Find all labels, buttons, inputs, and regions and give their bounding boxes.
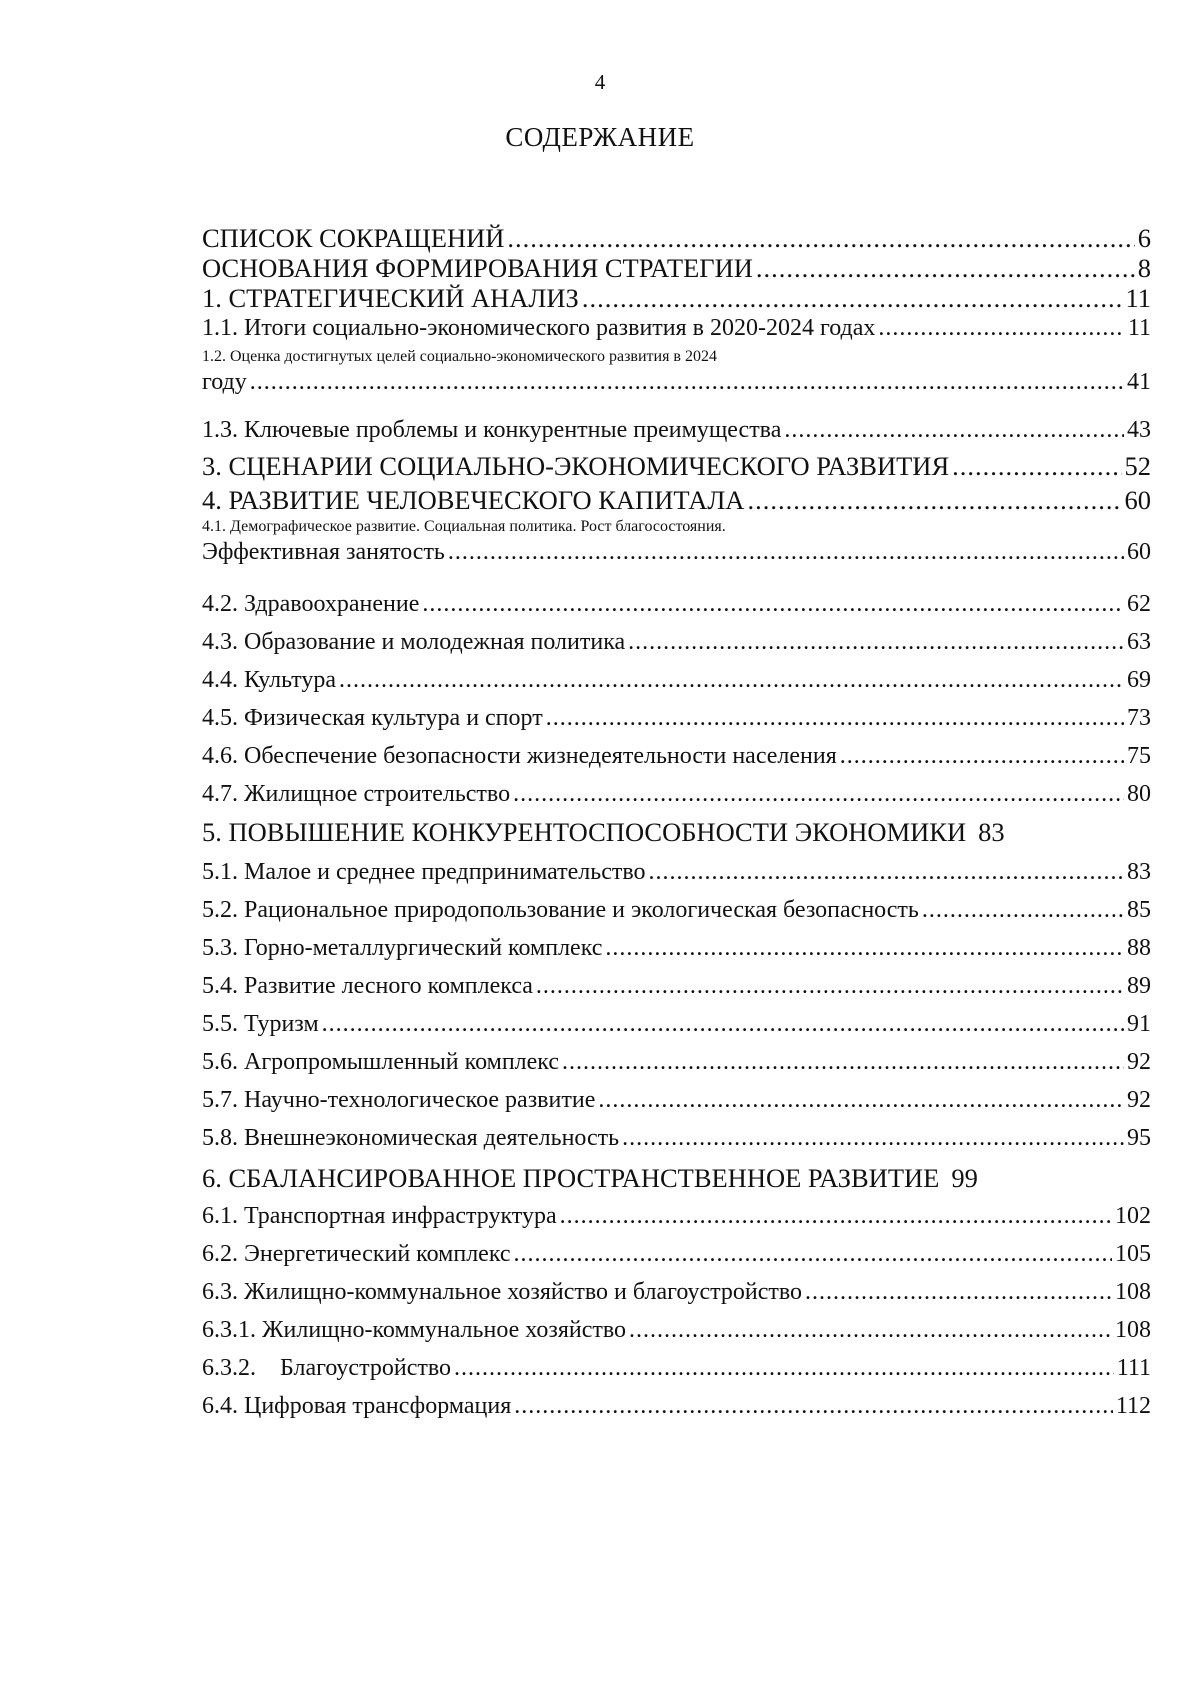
toc-entry-title: 5.1. Малое и среднее предпринимательство — [202, 859, 646, 885]
toc-entry-line — [202, 894, 1151, 927]
toc-entry-title: 1.3. Ключевые проблемы и конкурентные преимущества — [202, 417, 782, 443]
toc-entry — [202, 1390, 1151, 1423]
toc-entry — [202, 588, 1151, 621]
toc-entry-title: 5.8. Внешнеэкономическая деятельность — [202, 1125, 620, 1151]
toc-entry-line — [202, 450, 1151, 483]
toc-entry-page: 69 — [1127, 667, 1151, 693]
toc-entry-line — [202, 778, 1151, 811]
dot-leader — [560, 1200, 1112, 1233]
toc-entry — [202, 856, 1151, 889]
dot-leader — [536, 970, 1124, 1003]
dot-leader — [605, 932, 1124, 965]
dot-leader — [322, 1008, 1124, 1041]
dot-leader — [747, 484, 1121, 517]
toc-entry-title: 6.3. Жилищно-коммунальное хозяйство и благоустройство — [202, 1279, 803, 1305]
toc-entry-title: 4.5. Физическая культура и спорт — [202, 705, 543, 731]
toc-entry-title: 3. СЦЕНАРИИ СОЦИАЛЬНО-ЭКОНОМИЧЕСКОГО РАЗВИТИЯ — [202, 451, 950, 481]
dot-leader — [448, 536, 1124, 569]
dot-leader — [805, 1276, 1112, 1309]
toc-entry — [202, 1276, 1151, 1309]
toc-entry-page: 92 — [1127, 1087, 1151, 1113]
dot-leader — [339, 664, 1124, 697]
toc-entry-page: 80 — [1127, 781, 1151, 807]
toc-entry-page: 63 — [1127, 629, 1151, 655]
toc-entry-line — [202, 1084, 1151, 1117]
toc-entry-page: 52 — [1124, 451, 1151, 481]
toc-entry-line — [202, 1008, 1151, 1041]
toc-entry-title: 4.7. Жилищное строительство — [202, 781, 511, 807]
toc-entry-title: 4.2. Здравоохранение — [202, 591, 420, 617]
toc-entry-line — [202, 932, 1151, 965]
toc-entry-line — [202, 366, 1151, 399]
toc-entry — [202, 282, 1151, 315]
toc-entry-title: 4.6. Обеспечение безопасности жизнедеятельности населения — [202, 743, 837, 769]
toc-entry-title: 5.5. Туризм — [202, 1011, 319, 1037]
toc-entry-page: 91 — [1127, 1011, 1151, 1037]
toc-entry-title: 6.4. Цифровая трансформация — [202, 1393, 512, 1419]
toc-entry — [202, 414, 1151, 447]
toc-entry-line — [202, 1314, 1151, 1347]
toc-entry-page: 102 — [1115, 1203, 1151, 1229]
toc-entry-page: 105 — [1115, 1241, 1151, 1267]
dot-leader — [454, 1352, 1114, 1385]
toc-entry-title-line: 4.1. Демографическое развитие. Социальная политика. Рост благосостояния. — [202, 518, 726, 535]
toc-entry-title: 5.4. Развитие лесного комплекса — [202, 973, 533, 999]
toc-entry-page: 73 — [1127, 705, 1151, 731]
dot-leader — [756, 252, 1135, 285]
toc-entry — [202, 1008, 1151, 1041]
dot-leader — [952, 450, 1121, 483]
toc-entry-title: Эффективная занятость — [202, 539, 445, 565]
toc-entry-title: 6.2. Энергетический комплекс — [202, 1241, 511, 1267]
dot-leader — [513, 778, 1124, 811]
toc-entry-line — [202, 1162, 1151, 1195]
toc-entry-page: 75 — [1127, 743, 1151, 769]
toc-entry-line — [202, 664, 1151, 697]
toc-entry-page: 41 — [1127, 369, 1151, 395]
dot-leader — [582, 282, 1123, 315]
toc-entry-page: 8 — [1137, 253, 1151, 283]
toc-entry-line — [202, 970, 1151, 1003]
dot-leader — [784, 414, 1124, 447]
toc-entry — [202, 518, 1151, 569]
toc-entry — [202, 252, 1151, 285]
toc-entry-page: 111 — [1116, 1355, 1151, 1381]
toc-entry-title: 1.1. Итоги социально-экономического развития в 2020-2024 годах — [202, 315, 876, 341]
toc-entry-title: 4. РАЗВИТИЕ ЧЕЛОВЕЧЕСКОГО КАПИТАЛА — [202, 485, 745, 515]
toc-entry-title: 5.2. Рациональное природопользование и экологическая безопасность — [202, 897, 919, 923]
toc-entry-line — [202, 1200, 1151, 1233]
dot-leader — [546, 702, 1124, 735]
toc-entry-line — [202, 1122, 1151, 1155]
toc-entry-page: 60 — [1127, 539, 1151, 565]
toc-entry-line — [202, 282, 1151, 315]
toc-entry — [202, 1314, 1151, 1347]
toc-entry-page: 108 — [1115, 1317, 1151, 1343]
toc-entry — [202, 1200, 1151, 1233]
toc-entry-line — [202, 536, 1151, 569]
toc-entry — [202, 1238, 1151, 1271]
dot-leader — [629, 1314, 1112, 1347]
toc-entry — [202, 222, 1151, 255]
toc-entry-line — [202, 414, 1151, 447]
toc-entry — [202, 970, 1151, 1003]
toc-entry-line — [202, 1352, 1151, 1385]
page-title: СОДЕРЖАНИЕ — [505, 122, 695, 152]
toc-entry-line — [202, 222, 1151, 255]
toc-entry-line — [202, 626, 1151, 659]
toc-entry — [202, 312, 1151, 345]
toc-entry-line — [202, 740, 1151, 773]
toc-entry-line — [202, 484, 1151, 517]
dot-leader — [622, 1122, 1124, 1155]
page-number: 4 — [594, 70, 606, 94]
toc-entry-page: 99 — [951, 1163, 978, 1193]
toc-entry — [202, 664, 1151, 697]
dot-leader — [250, 366, 1124, 399]
toc-entry-page: 83 — [978, 817, 1005, 847]
toc-entry-title: 5.6. Агропромышленный комплекс — [202, 1049, 559, 1075]
toc-entry-title: году — [202, 369, 247, 395]
toc-entry-title: 6.3.2. Благоустройство — [202, 1355, 452, 1381]
toc-entry — [202, 626, 1151, 659]
dot-leader — [628, 626, 1124, 659]
dot-leader — [562, 1046, 1124, 1079]
toc-entry-page: 62 — [1127, 591, 1151, 617]
toc-entry-title: 5.3. Горно-металлургический комплекс — [202, 935, 603, 961]
toc-entry-title: 5.7. Научно-технологическое развитие — [202, 1087, 596, 1113]
toc-entry — [202, 816, 1151, 849]
toc-entry-line — [202, 252, 1151, 285]
toc-entry-page: 83 — [1127, 859, 1151, 885]
toc-entry-line — [202, 816, 1151, 849]
toc-entry-page: 43 — [1127, 417, 1151, 443]
toc-entry — [202, 778, 1151, 811]
toc-entry — [202, 1046, 1151, 1079]
toc-entry-title: 5. ПОВЫШЕНИЕ КОНКУРЕНТОСПОСОБНОСТИ ЭКОНОМИКИ — [202, 817, 967, 847]
toc-entry — [202, 1352, 1151, 1385]
toc-entry-line — [202, 1238, 1151, 1271]
toc-entry-page: 88 — [1127, 935, 1151, 961]
toc-entry-title-line: 1.2. Оценка достигнутых целей социально-экономического развития в 2024 — [202, 348, 717, 365]
toc-entry — [202, 894, 1151, 927]
dot-leader — [878, 312, 1124, 345]
toc-entry — [202, 1162, 1151, 1195]
dot-leader — [422, 588, 1124, 621]
toc-entry-line — [202, 1390, 1151, 1423]
toc-entry — [202, 348, 1151, 399]
toc-entry-title: 6. СБАЛАНСИРОВАННОЕ ПРОСТРАНСТВЕННОЕ РАЗВИТИЕ — [202, 1163, 940, 1193]
dot-leader — [514, 1390, 1113, 1423]
toc-entry-title: 6.3.1. Жилищно-коммунальное хозяйство — [202, 1317, 627, 1343]
dot-leader — [840, 740, 1124, 773]
toc-entry-page: 60 — [1124, 485, 1151, 515]
toc-entry — [202, 484, 1151, 517]
toc-entry-page: 112 — [1115, 1393, 1151, 1419]
toc-entry-line — [202, 312, 1151, 345]
toc-entry — [202, 702, 1151, 735]
toc-entry-title: 1. СТРАТЕГИЧЕСКИЙ АНАЛИЗ — [202, 283, 579, 313]
dot-leader — [598, 1084, 1124, 1117]
toc-entry — [202, 932, 1151, 965]
toc-entry-page: 108 — [1115, 1279, 1151, 1305]
toc-entry-line — [202, 1046, 1151, 1079]
toc-entry-line — [202, 588, 1151, 621]
toc-entry — [202, 740, 1151, 773]
toc-entry-page: 95 — [1127, 1125, 1151, 1151]
toc-entry — [202, 1122, 1151, 1155]
toc-entry-page: 11 — [1127, 315, 1151, 341]
toc-entry-line — [202, 702, 1151, 735]
toc-entry-title: 4.3. Образование и молодежная политика — [202, 629, 626, 655]
toc-entry-title: 6.1. Транспортная инфраструктура — [202, 1203, 557, 1229]
toc-entry-line — [202, 856, 1151, 889]
toc-entry — [202, 450, 1151, 483]
toc-entry-page: 11 — [1125, 283, 1151, 313]
toc-entry-page: 6 — [1137, 223, 1151, 253]
dot-leader — [514, 1238, 1112, 1271]
toc-entry — [202, 1084, 1151, 1117]
toc-entry-title: СПИСОК СОКРАЩЕНИЙ — [202, 223, 505, 253]
toc-entry-page: 89 — [1127, 973, 1151, 999]
toc-entry-page: 85 — [1127, 897, 1151, 923]
toc-entry-title: 4.4. Культура — [202, 667, 336, 693]
toc-entry-title: ОСНОВАНИЯ ФОРМИРОВАНИЯ СТРАТЕГИИ — [202, 253, 753, 283]
dot-leader — [507, 222, 1134, 255]
dot-leader — [649, 856, 1124, 889]
toc-entry-line — [202, 1276, 1151, 1309]
dot-leader — [922, 894, 1124, 927]
toc-entry-page: 92 — [1127, 1049, 1151, 1075]
